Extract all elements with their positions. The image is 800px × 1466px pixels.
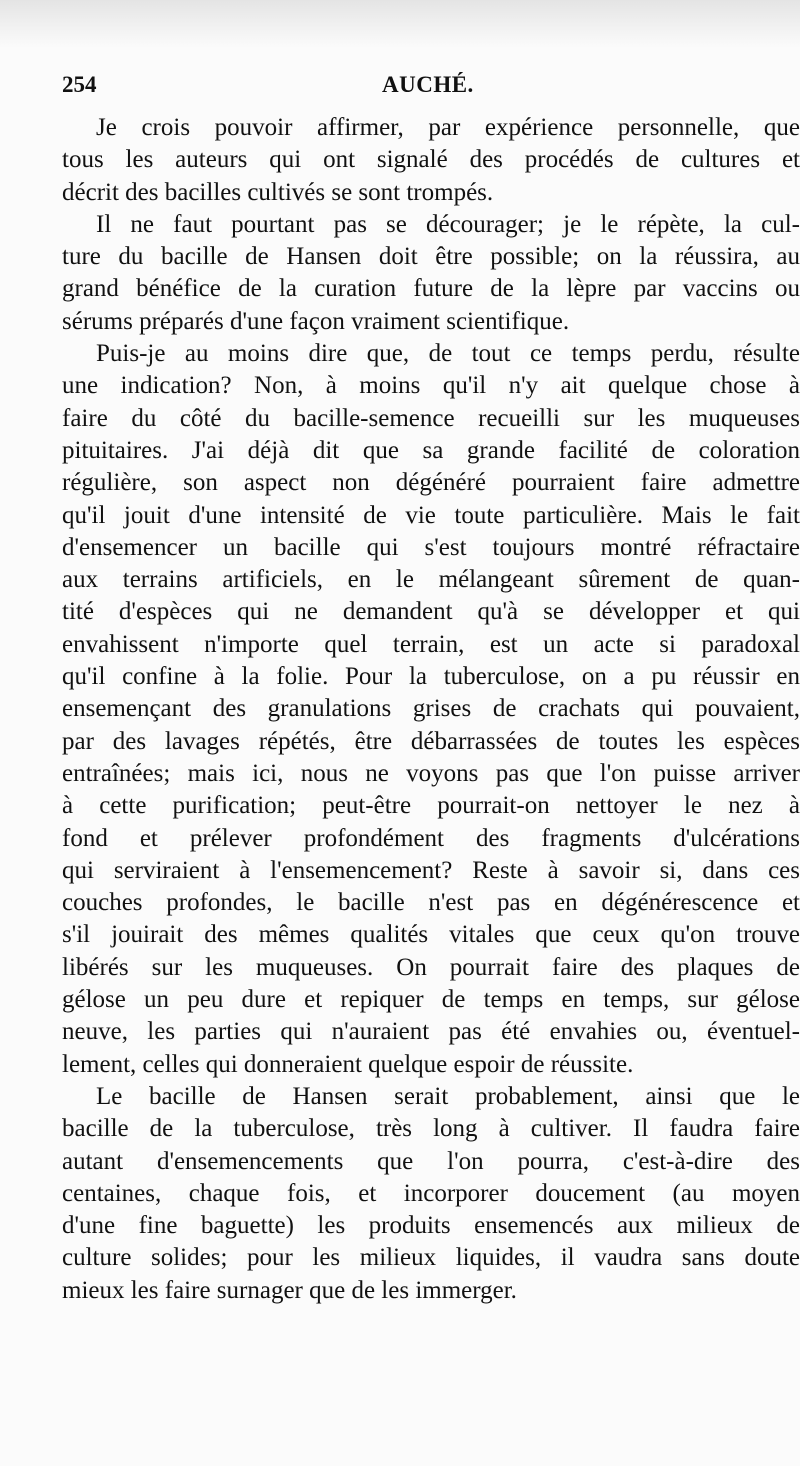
text-line: couches profondes, le bacille n'est pas en dégénérescence et bbox=[62, 889, 800, 917]
text-line: à cette purification; peut-être pourrait-on nettoyer le nez à bbox=[62, 792, 800, 820]
text-line: neuve, les parties qui n'auraient pas été envahies ou, éventuel- bbox=[62, 1018, 800, 1046]
text-line: faire du côté du bacille-semence recueilli sur les muqueuses bbox=[62, 404, 800, 432]
text-line: Le bacille de Hansen serait probablement, ainsi que le bbox=[96, 1082, 800, 1110]
text-line: décrit des bacilles cultivés se sont trompés. bbox=[62, 178, 494, 206]
text-line: grand bénéfice de la curation future de la lèpre par vaccins ou bbox=[62, 275, 800, 303]
text-line: qui serviraient à l'ensemencement? Reste à savoir si, dans ces bbox=[62, 856, 800, 884]
text-line: bacille de la tuberculose, très long à cultiver. Il faudra faire bbox=[62, 1115, 800, 1143]
text-line: d'une fine baguette) les produits ensemencés aux milieux de bbox=[62, 1212, 800, 1240]
text-line: tité d'espèces qui ne demandent qu'à se développer et qui bbox=[62, 598, 800, 626]
running-head: AUCHÉ. bbox=[382, 72, 474, 97]
text-line: une indication? Non, à moins qu'il n'y ait quelque chose à bbox=[62, 372, 800, 400]
text-line: par des lavages répétés, être débarrassées de toutes les espèces bbox=[62, 727, 800, 755]
text-line: gélose un peu dure et repiquer de temps en temps, sur gélose bbox=[62, 986, 800, 1014]
text-line: pituitaires. J'ai déjà dit que sa grande facilité de coloration bbox=[62, 436, 800, 464]
page-header bbox=[62, 72, 798, 106]
text-line: autant d'ensemencements que l'on pourra, c'est-à-dire des bbox=[62, 1147, 800, 1175]
text-line: qu'il confine à la folie. Pour la tuberculose, on a pu réussir en bbox=[62, 663, 800, 691]
text-line: d'ensemencer un bacille qui s'est toujours montré réfractaire bbox=[62, 533, 800, 561]
text-line: Puis-je au moins dire que, de tout ce temps perdu, résulte bbox=[96, 340, 800, 368]
text-line: tous les auteurs qui ont signalé des procédés de cultures et bbox=[62, 146, 800, 174]
text-line: Je crois pouvoir affirmer, par expérience personnelle, que bbox=[96, 114, 800, 141]
page-top-edge bbox=[0, 0, 800, 48]
text-line: centaines, chaque fois, et incorporer doucement (au moyen bbox=[62, 1179, 800, 1207]
text-line: sérums préparés d'une façon vraiment scientifique. bbox=[62, 307, 570, 335]
text-line: fond et prélever profondément des fragments d'ulcérations bbox=[62, 824, 800, 852]
text-line: libérés sur les muqueuses. On pourrait faire des plaques de bbox=[62, 953, 800, 981]
page-number: 254 bbox=[62, 72, 97, 97]
text-line: lement, celles qui donneraient quelque espoir de réussite. bbox=[62, 1050, 634, 1078]
text-line: qu'il jouit d'une intensité de vie toute particulière. Mais le fait bbox=[62, 501, 800, 529]
text-line: mieux les faire surnager que de les immerger. bbox=[62, 1276, 517, 1304]
text-line: s'il jouirait des mêmes qualités vitales que ceux qu'on trouve bbox=[62, 921, 800, 949]
text-line: aux terrains artificiels, en le mélangeant sûrement de quan- bbox=[62, 566, 800, 594]
text-line: ensemençant des granulations grises de crachats qui pouvaient, bbox=[62, 695, 800, 723]
body-text bbox=[62, 112, 800, 1307]
text-line: ture du bacille de Hansen doit être possible; on la réussira, au bbox=[62, 243, 800, 271]
text-line: envahissent n'importe quel terrain, est un acte si paradoxal bbox=[62, 630, 800, 658]
text-line: Il ne faut pourtant pas se décourager; je le répète, la cul- bbox=[96, 210, 800, 238]
text-line: entraînées; mais ici, nous ne voyons pas que l'on puisse arriver bbox=[62, 759, 800, 787]
text-line: régulière, son aspect non dégénéré pourraient faire admettre bbox=[62, 469, 800, 497]
text-line: culture solides; pour les milieux liquides, il vaudra sans doute bbox=[62, 1244, 800, 1272]
